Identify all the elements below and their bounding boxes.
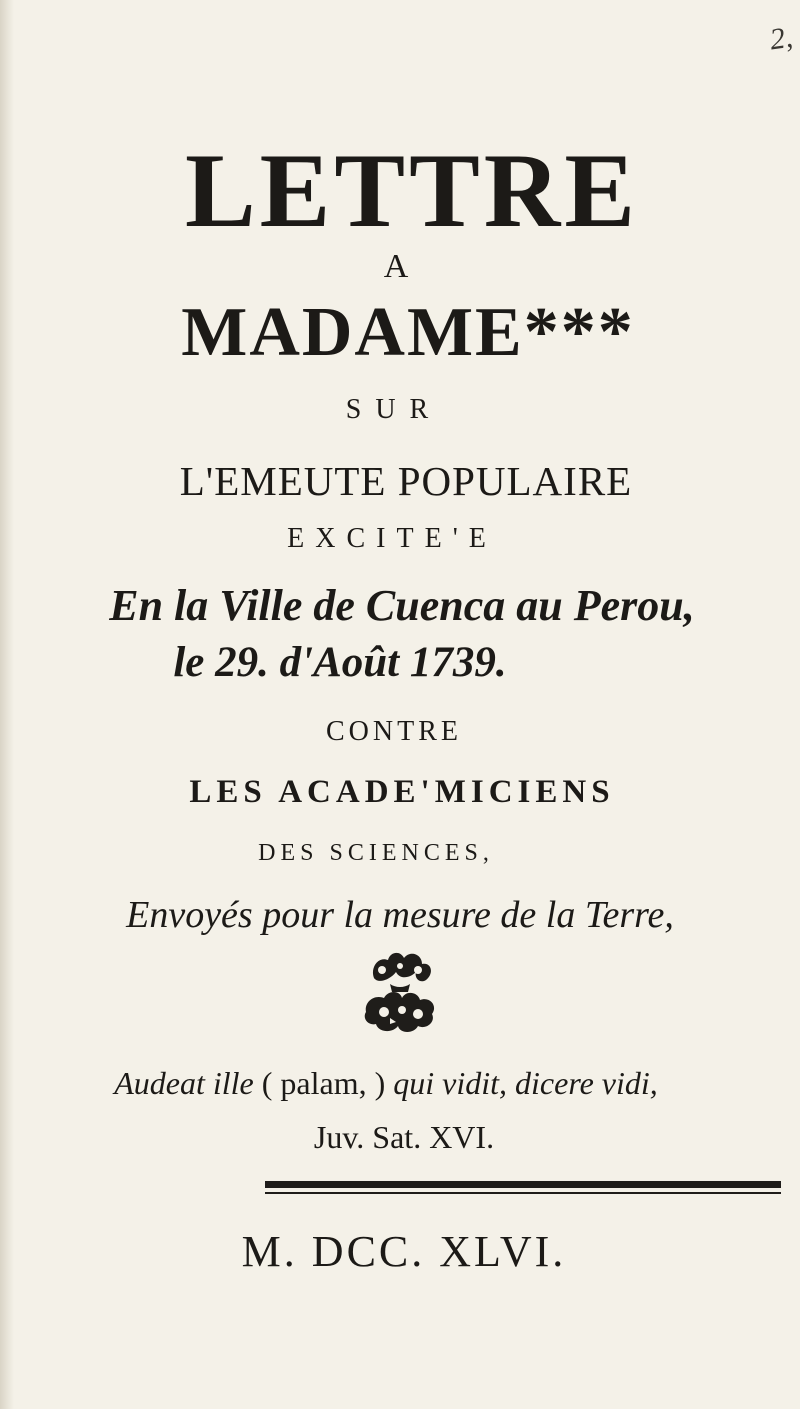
title-lettre: LETTRE (184, 132, 640, 249)
epigraph-text-2: ( palam, ) (261, 1065, 386, 1101)
page-number-mark: 2, (767, 20, 795, 57)
title-subject: L'EMEUTE POPULAIRE (179, 458, 633, 504)
imprint-year: M. DCC. XLVI. (241, 1227, 567, 1276)
epigraph-text-1: Audeat ille (114, 1065, 254, 1101)
epigraph-quote (0, 1067, 786, 1099)
fleuron-ornament-icon (360, 948, 440, 1042)
title-contre: CONTRE (326, 716, 462, 747)
title-academiciens: LES ACADE'MICIENS (189, 774, 615, 810)
title-addressee: MADAME*** (181, 294, 635, 371)
title-place: En la Ville de Cuenca au Perou, (109, 581, 695, 630)
title-subject-qualifier: EXCITE'E (287, 523, 497, 554)
epigraph-text-3: qui vidit, dicere vidi, (393, 1065, 658, 1101)
title-sur: SUR (345, 394, 443, 425)
epigraph-source: Juv. Sat. XVI. (313, 1119, 495, 1155)
title-preposition: A (383, 248, 409, 285)
double-rule-divider (265, 1180, 781, 1198)
title-sciences: DES SCIENCES, (258, 840, 494, 866)
title-mission: Envoyés pour la mesure de la Terre, (126, 894, 674, 936)
title-date: le 29. d'Août 1739. (173, 639, 507, 686)
